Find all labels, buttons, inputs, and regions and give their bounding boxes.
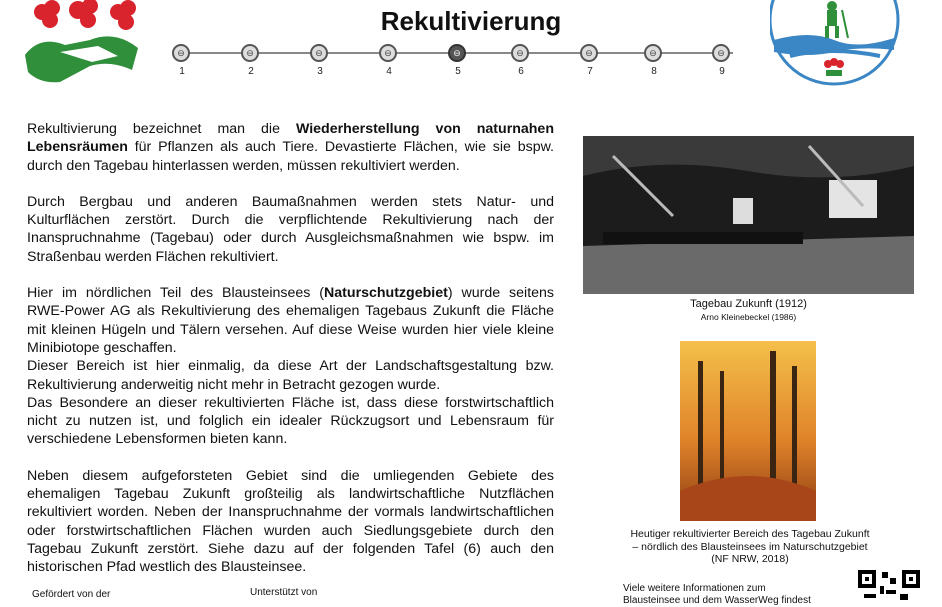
more-info-text: Viele weitere Informationen zum Blausteinsee und dem WasserWeg findest <box>623 583 811 606</box>
page-title: Rekultivierung <box>380 6 562 36</box>
forest-photo <box>680 341 816 521</box>
step-3[interactable]: ⊖ 3 <box>310 44 330 77</box>
step-2[interactable]: ⊖ 2 <box>241 44 261 77</box>
step-6[interactable]: ⊖ 6 <box>511 44 531 77</box>
step-5-current[interactable]: ⊖ 5 <box>448 44 468 77</box>
paragraph-1: Rekultivierung bezeichnet man die Wiederherstellung von naturnahen Lebensräumen für Pflanzen als auch Tiere. Devastierte Flächen, wie sie bspw. durch den Tagebau hinterlassen werden, müssen rekultiviert werden. <box>27 121 554 174</box>
historic-photo <box>583 136 914 294</box>
mine-photo-icon <box>583 136 914 294</box>
paragraph-5: Das Besondere an dieser rekultivierten Fläche ist, dass diese forstwirtschaftlich nicht zu nutzen ist, und folglich ein idealer Rückzugsort und Lebensraum für verschiedene Lebensformen bieten kann. <box>27 394 554 448</box>
supported-by-label: Unterstützt von <box>250 587 318 598</box>
photo2-caption: Heutiger rekultivierter Bereich des Tagebau Zukunft – nördlich des Blausteinsees im Naturschutzgebiet (NF NRW, 2018) <box>630 528 870 565</box>
step-8[interactable]: ⊖ 8 <box>644 44 664 77</box>
paragraph-4: Dieser Bereich ist hier einmalig, da diese Art der Landschaftsgestaltung bzw. Rekultivierung anderweitig nicht mehr in Betracht gezogen wurde. <box>27 358 554 393</box>
qr-code-icon <box>856 568 922 600</box>
step-4[interactable]: ⊖ 4 <box>379 44 399 77</box>
step-9[interactable]: ⊖ 9 <box>712 44 732 77</box>
qr-code[interactable] <box>856 568 922 600</box>
paragraph-2: Durch Bergbau und anderen Baumaßnahmen werden stets Natur- und Kulturflächen zerstört. Durch die verpflichtende Rekultivierung nach der Inanspruchnahme (Tagebau) oder durch Ausgleichsmaßnahmen wie bspw. im Straßenbau werden Flächen rekultiviert. <box>27 193 554 265</box>
body-text <box>27 120 554 595</box>
funded-by-label: Gefördert von der <box>32 589 111 600</box>
tafel-stepper <box>165 44 745 84</box>
step-7[interactable]: ⊖ 7 <box>580 44 600 77</box>
paragraph-3: Hier im nördlichen Teil des Blausteinsees (Naturschutzgebiet) wurde seitens RWE-Power AG als Rekultivierung des ehemaligen Tagebaus Zukunft die Fläche mit kleinen Hügeln und Tälern versehen. Auf diese Weise wurden hier viele kleine Minibiotope geschaffen. <box>27 285 555 356</box>
step-1[interactable]: ⊖ 1 <box>172 44 192 77</box>
photo1-caption: Tagebau Zukunft (1912) Arno Kleinebeckel (1986) <box>690 298 807 322</box>
autumn-forest-icon <box>680 341 816 521</box>
paragraph-6: Neben diesem aufgeforsteten Gebiet sind die umliegenden Gebiete des ehemaligen Tagebau Zukunft großteilig als landwirtschaftliche Nutzflächen rekultiviert worden. Neben der Inanspruchnahme der vormals landwirtschaftlichen oder forstwirtschaftlichen Flächen wurden auch Siedlungsgebiete durch den Tagebau Zukunft zerstört. Siehe dazu auf der folgenden Tafel (6) auch den historischen Pfad westlich des Blausteinsee. <box>27 467 554 576</box>
